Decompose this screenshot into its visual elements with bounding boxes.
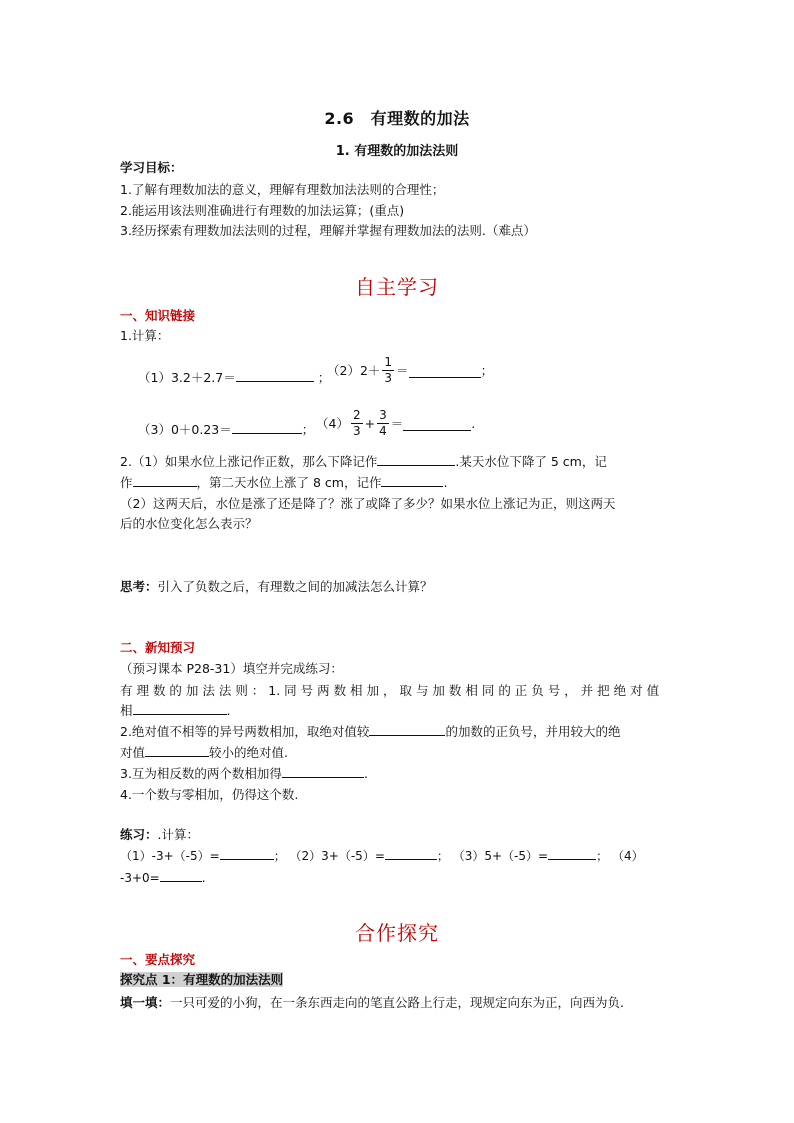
q1-item-2-prefix: （2）2＋ bbox=[327, 363, 381, 378]
exercise-4: -3+0= bbox=[120, 871, 160, 885]
preview-intro: （预习课本 P28-31）填空并完成练习： bbox=[120, 661, 343, 676]
answer-blank[interactable] bbox=[385, 846, 437, 860]
fill-in-label: 填一填： bbox=[120, 995, 171, 1010]
objective-2: 2.能运用该法则准确进行有理数的加法运算；(重点) bbox=[120, 203, 405, 218]
q1-item-2 bbox=[327, 355, 493, 386]
q2-text-a: 2.（1）如果水位上涨记作正数，那么下降记作 bbox=[120, 454, 378, 469]
fraction-two-thirds bbox=[351, 408, 363, 439]
exploration-point-title: 有理数的加法法则 bbox=[183, 972, 284, 987]
plus-sign: + bbox=[364, 416, 376, 431]
rule-2-text-b: 的加数的正负号，并用较大的绝 bbox=[445, 724, 621, 739]
question-2-part-2-line-2: 后的水位变化怎么表示？ bbox=[120, 516, 258, 531]
q1-item-3: （3）0＋0.23＝ bbox=[138, 422, 232, 437]
fraction-numerator: 3 bbox=[379, 408, 387, 422]
rule-2-line-2 bbox=[120, 743, 288, 762]
answer-blank[interactable] bbox=[377, 452, 455, 466]
separator: ； bbox=[436, 849, 449, 863]
objective-1: 1.了解有理数加法的意义，理解有理数加法法则的合理性； bbox=[120, 182, 445, 197]
exploration-point-label: 探究点 1： bbox=[120, 972, 184, 987]
question-1-row-2 bbox=[138, 420, 314, 439]
q2-text-b: .某天水位下降了 5 cm，记 bbox=[455, 454, 607, 469]
exploration-point bbox=[120, 970, 283, 989]
practice-row-2 bbox=[120, 868, 206, 888]
answer-blank[interactable] bbox=[145, 743, 209, 757]
q1-item-4-prefix: （4） bbox=[316, 416, 349, 431]
q1-item-1: （1）3.2＋2.7＝ bbox=[138, 370, 236, 385]
exercise-4-label: （4） bbox=[611, 849, 644, 863]
separator: ； bbox=[301, 422, 315, 437]
answer-blank[interactable] bbox=[160, 868, 202, 882]
fraction-denominator: 3 bbox=[384, 371, 393, 385]
answer-blank[interactable] bbox=[220, 846, 274, 860]
equals-sign: ＝ bbox=[396, 363, 409, 378]
fraction-denominator: 3 bbox=[352, 424, 361, 438]
answer-blank[interactable] bbox=[133, 701, 227, 715]
answer-blank[interactable] bbox=[282, 764, 364, 778]
question-2-part-2-line-1: （2）这两天后，水位是涨了还是降了？涨了或降了多少？如果水位上涨记为正，则这两天 bbox=[120, 496, 616, 511]
rule-2-text-d: 较小的绝对值. bbox=[209, 745, 288, 760]
knowledge-link-heading: 一、知识链接 bbox=[120, 308, 196, 323]
separator: ； bbox=[273, 849, 286, 863]
fraction-numerator: 1 bbox=[384, 355, 393, 369]
end-period: . bbox=[226, 703, 231, 718]
preview-heading: 二、新知预习 bbox=[120, 640, 196, 655]
equals-sign: ＝ bbox=[390, 416, 404, 431]
answer-blank[interactable] bbox=[232, 420, 302, 434]
fill-in-prompt bbox=[120, 993, 624, 1012]
rule-1-line-1: 有 理 数 的 加 法 法 则 ： 1. 同 号 两 数 相 加 ， 取 与 加 数 相 同 的 正 负 号 ， 并 把 绝 对 值 bbox=[120, 683, 660, 698]
answer-blank[interactable] bbox=[381, 473, 443, 487]
page-title: 2.6 有理数的加法 bbox=[324, 109, 470, 128]
rule-4: 4.一个数与零相加，仍得这个数. bbox=[120, 787, 299, 802]
practice-row-1 bbox=[120, 846, 644, 866]
rule-1-text: 相 bbox=[120, 703, 133, 718]
q2-text-c: 作 bbox=[120, 475, 133, 490]
separator: ； bbox=[596, 849, 609, 863]
section-title-cooperative: 合作探究 bbox=[355, 921, 439, 945]
fraction-one-third bbox=[382, 355, 394, 386]
exercise-3: （3）5+（-5）= bbox=[452, 849, 549, 863]
rule-2-text-c: 对值 bbox=[120, 745, 146, 760]
answer-blank[interactable] bbox=[133, 473, 197, 487]
think-label: 思考： bbox=[120, 579, 158, 594]
page-subtitle: 1. 有理数的加法法则 bbox=[335, 144, 459, 159]
exercise-2: （2）3+（-5）= bbox=[289, 849, 385, 863]
fraction-denominator: 4 bbox=[379, 424, 387, 438]
practice-text: .计算： bbox=[157, 827, 199, 842]
rule-1-line-2 bbox=[120, 701, 231, 720]
rule-3 bbox=[120, 764, 368, 783]
q2-text-d: ，第二天水位上涨了 8 cm，记作 bbox=[196, 475, 382, 490]
think-prompt bbox=[120, 577, 433, 596]
q1-item-4 bbox=[316, 408, 475, 439]
practice-label: 练习： bbox=[120, 827, 158, 842]
objectives-heading: 学习目标： bbox=[120, 160, 183, 175]
practice-heading bbox=[120, 825, 199, 844]
section-title-self-study: 自主学习 bbox=[355, 275, 439, 299]
rule-2-text-a: 2.绝对值不相等的异号两数相加，取绝对值较 bbox=[120, 724, 370, 739]
exercise-1: （1）-3+（-5）= bbox=[120, 849, 220, 863]
answer-blank[interactable] bbox=[236, 368, 314, 382]
end-period: . bbox=[201, 871, 206, 885]
objective-3: 3.经历探索有理数加法法则的过程，理解并掌握有理数加法的法则.（难点） bbox=[120, 223, 536, 238]
fraction-three-quarters bbox=[377, 408, 389, 439]
end-period: . bbox=[363, 766, 368, 781]
question-2-line-1 bbox=[120, 452, 607, 471]
question-2-line-2 bbox=[120, 473, 447, 492]
key-points-heading: 一、要点探究 bbox=[120, 952, 196, 967]
fill-in-text: 一只可爱的小狗，在一条东西走向的笔直公路上行走，现规定向东为正，向西为负. bbox=[170, 995, 624, 1010]
separator: ； bbox=[480, 363, 494, 378]
answer-blank[interactable] bbox=[403, 417, 471, 431]
question-1-label: 1.计算： bbox=[120, 328, 170, 343]
rule-3-text: 3.互为相反数的两个数相加得 bbox=[120, 766, 282, 781]
end-period: . bbox=[471, 416, 476, 431]
q2-text-e: . bbox=[443, 475, 448, 490]
fraction-numerator: 2 bbox=[352, 408, 361, 422]
answer-blank[interactable] bbox=[409, 364, 481, 378]
answer-blank[interactable] bbox=[369, 722, 445, 736]
think-text: 引入了负数之后，有理数之间的加减法怎么计算？ bbox=[157, 579, 433, 594]
answer-blank[interactable] bbox=[548, 846, 596, 860]
rule-2-line-1 bbox=[120, 722, 620, 741]
separator: ； bbox=[317, 370, 331, 385]
question-1-row-1 bbox=[138, 368, 330, 387]
